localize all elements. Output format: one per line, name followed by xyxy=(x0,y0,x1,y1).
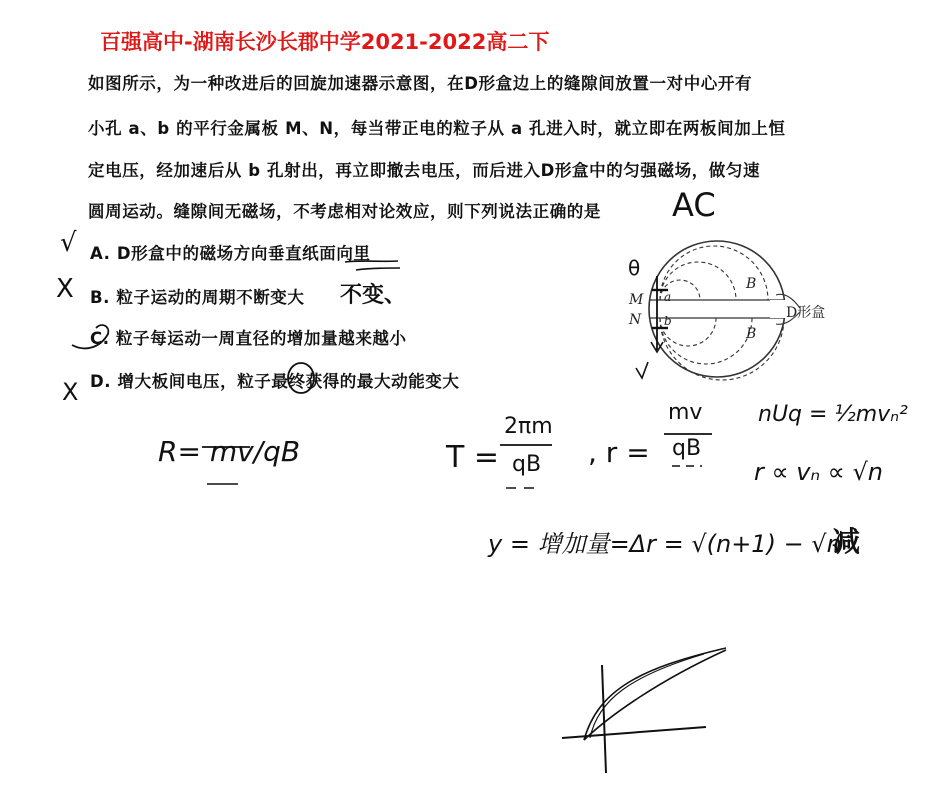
option-b: B. 粒子运动的周期不断变大 xyxy=(90,288,305,307)
graph-y-axis xyxy=(602,665,606,773)
graph-x-axis xyxy=(562,727,706,738)
answer-handwritten: AC xyxy=(672,186,716,224)
formula-period-num: 2πm xyxy=(504,414,553,439)
field-b-bottom-label: B xyxy=(746,326,757,342)
question-line-4: 圆周运动。缝隙间无磁场，不考虑相对论效应，则下列说法正确的是 xyxy=(88,202,601,221)
formula-increment: y = 增加量=Δr = √(n+1) − √n xyxy=(488,530,842,558)
sketch-graph xyxy=(562,648,726,773)
question-line-2: 小孔 a、b 的平行金属板 M、N，每当带正电的粒子从 a 孔进入时，就立即在两板间加上恒 xyxy=(88,119,786,138)
circle-highlight xyxy=(288,363,314,393)
question-line-1: 如图所示，为一种改进后的回旋加速器示意图，在D形盒边上的缝隙间放置一对中心开有 xyxy=(88,74,753,93)
formula-radius2-num: mv xyxy=(668,400,703,425)
d-box-outer xyxy=(649,241,785,377)
check-mark-a: √ xyxy=(60,228,77,258)
page-title: 百强高中-湖南长沙长郡中学2021-2022高二下 xyxy=(100,30,550,54)
orbit-2 xyxy=(660,262,736,300)
option-a: A. D形盒中的磁场方向垂直纸面向里 xyxy=(90,244,371,263)
field-b-top-label: B xyxy=(746,276,757,292)
formula-radius2-left: , r = xyxy=(588,436,650,469)
underline-note xyxy=(356,268,400,270)
d-box-label: D形盒 xyxy=(786,305,826,321)
option-d: D. 增大板间电压，粒子最终获得的最大动能变大 xyxy=(90,372,460,391)
formula-radius: R= mv/qB xyxy=(158,435,301,468)
hole-b-label: b xyxy=(664,314,672,328)
cross-mark-b: X xyxy=(56,274,74,304)
note-decrease: 减 xyxy=(832,525,861,558)
formula-proportional: r ∝ vₙ ∝ √n xyxy=(754,458,883,486)
formula-energy: nUq = ½mvₙ² xyxy=(758,402,908,427)
cross-mark-d: X xyxy=(62,378,79,406)
graph-curve-3 xyxy=(590,654,704,738)
theta-symbol: θ xyxy=(628,256,641,280)
option-c-mark xyxy=(72,325,108,348)
underline-option-a xyxy=(345,261,398,262)
plate-n-label: N xyxy=(629,312,642,328)
option-c: C. 粒子每运动一周直径的增加量越来越小 xyxy=(90,329,407,348)
check-mark-figure xyxy=(636,362,648,378)
cyclotron-diagram xyxy=(636,241,800,380)
plate-m-label: M xyxy=(629,292,644,308)
formula-radius2-den: qB xyxy=(672,436,702,461)
question-line-3: 定电压，经加速后从 b 孔射出，再立即撤去电压，而后进入D形盒中的匀强磁场，做匀速 xyxy=(88,161,761,180)
hole-a-label: a xyxy=(664,290,672,304)
formula-period-den: qB xyxy=(512,452,542,477)
formula-period-left: T = xyxy=(446,440,499,475)
note-unchanged: 不变、 xyxy=(340,283,407,308)
orbit-6 xyxy=(660,318,784,380)
